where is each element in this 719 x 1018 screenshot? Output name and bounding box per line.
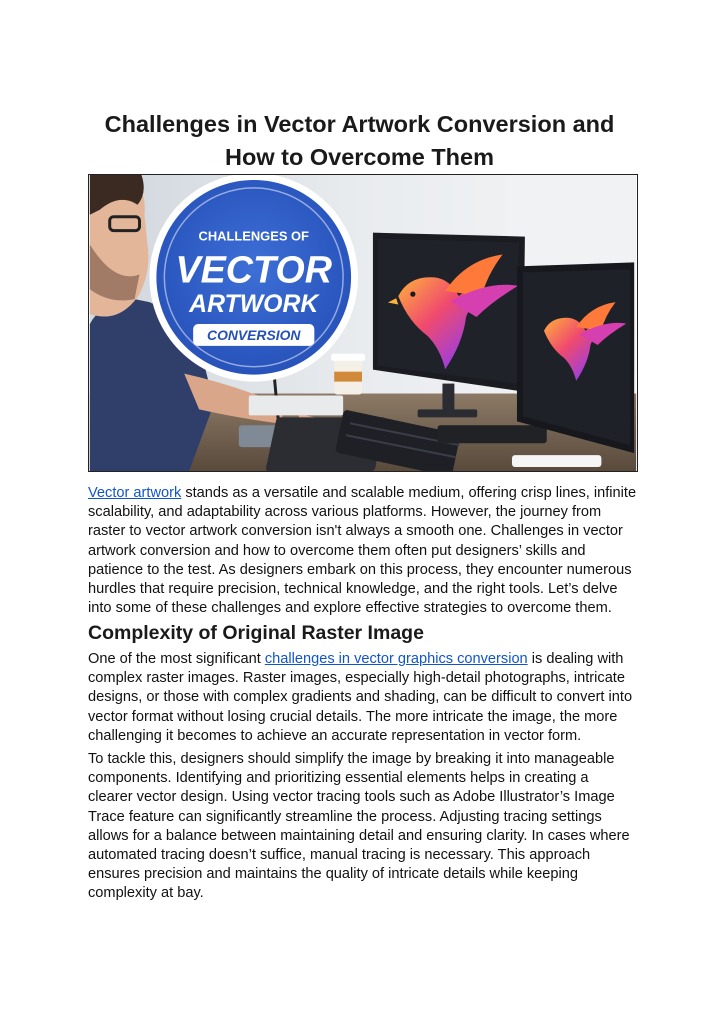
tackle-paragraph (88, 750, 648, 904)
challenges-conversion-link[interactable]: challenges in vector graphics conversion (264, 651, 528, 667)
p3-line6: automated tracing doesn’t suffice, manual tracing is necessary. This approach (88, 847, 591, 864)
page-title (60, 108, 659, 174)
badge-line-2: VECTOR (175, 248, 333, 291)
p1-line2: scalability, and adaptability across various platforms. However, the journey from (88, 504, 602, 521)
hero-illustration (89, 175, 637, 471)
p2-line5: challenging it becomes to achieve an accurate representation in vector form. (88, 727, 582, 744)
p1-line5: patience to the test. As designers embark on this process, they encounter numerous (88, 561, 632, 578)
p3-line4: Trace feature can significantly streamline the process. Adjusting tracing settings (88, 808, 602, 825)
p2-line4: vector format without losing crucial details. The more intricate the image, the more (88, 708, 618, 725)
p1-line4: artwork conversion and how to overcome them often put designers’ skills and (88, 542, 586, 559)
p1-line1: stands as a versatile and scalable medium, offering crisp lines, infinite (181, 485, 637, 501)
complexity-paragraph (88, 650, 648, 746)
coffee-cup (331, 354, 365, 395)
p3-line8: complexity at bay. (88, 885, 204, 902)
p2-line1-pre: One of the most significant (88, 651, 265, 667)
p2-line2: complex raster images. Raster images, especially high-detail photographs, intricate (88, 670, 625, 687)
badge-line-4: CONVERSION (207, 326, 301, 343)
title-line-2: How to Overcome Them (225, 144, 494, 170)
p1-line6: hurdles that require precision, technical knowledge, and the right tools. Let’s delve (88, 581, 618, 598)
p3-line5: allows for a balance between maintaining detail and ensuring clarity. In cases where (88, 827, 630, 844)
badge-line-1: CHALLENGES OF (198, 228, 309, 244)
p3-line1: To tackle this, designers should simplify the image by breaking it into manageable (88, 751, 615, 767)
vector-artwork-link[interactable]: Vector artwork (88, 485, 182, 501)
p3-line3: clearer vector design. Using vector tracing tools such as Adobe Illustrator’s Image (88, 789, 615, 806)
p1-line3: raster to vector artwork conversion isn't always a smooth one. Challenges in vector (88, 523, 623, 540)
p3-line2: components. Identifying and prioritizing essential elements helps in creating a (88, 770, 589, 787)
p2-line3: designs, or those with complex gradients and shading, can be difficult to convert into (88, 689, 633, 706)
p2-line1-post: is dealing with (527, 651, 624, 667)
intro-paragraph (88, 484, 648, 618)
section-heading: Complexity of Original Raster Image (88, 622, 424, 644)
p3-line7: ensures precision and maintains the quality of intricate details while keeping (88, 866, 578, 883)
monitor-secondary (517, 262, 634, 453)
badge-line-3: ARTWORK (189, 291, 319, 319)
hero-image (88, 174, 638, 472)
title-badge (149, 175, 358, 382)
title-line-1: Challenges in Vector Artwork Conversion and (104, 111, 615, 137)
p1-line7: into some of these challenges and explore effective strategies to overcome them. (88, 600, 612, 617)
